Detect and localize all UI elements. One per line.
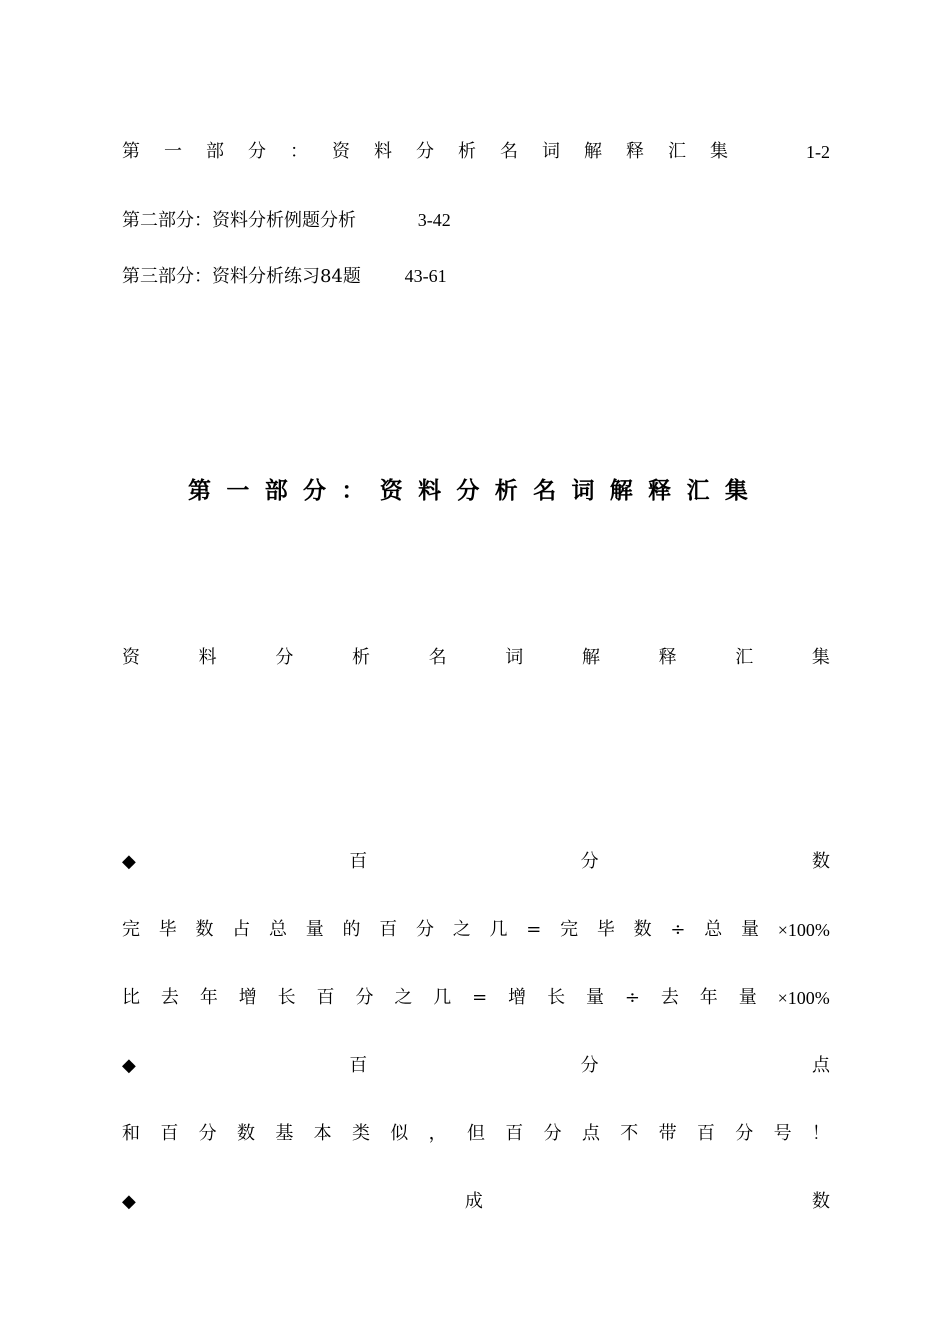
note-char: 类 [351,1123,370,1144]
section-title-char: 汇 [686,477,710,504]
heading-char: 百 [349,1055,368,1076]
heading-percentage [122,850,830,874]
subtitle-char: 词 [505,647,524,668]
formula-char: 长 [277,987,296,1008]
toc-entry-1-char: 词 [542,141,560,162]
note-char: 不 [620,1123,639,1144]
note-char: 分 [735,1123,754,1144]
heading-char: 数 [811,851,830,872]
section-title-char: 一 [226,477,250,504]
heading-percentage-point [122,1054,830,1078]
formula-char: 占 [232,919,251,940]
toc-entry-2[interactable] [122,208,830,233]
formula-share [122,918,830,942]
note-char: 似 [390,1123,409,1144]
subtitle-char: 名 [428,647,447,668]
toc-entry-1-char: ： [290,141,308,162]
note-char: 数 [236,1123,255,1144]
formula-char: 完 [122,919,140,940]
toc-entry-1-char: 料 [374,141,392,162]
note-char: 基 [275,1123,294,1144]
formula-char: 年 [699,987,718,1008]
heading-char: 分 [580,1055,599,1076]
diamond-bullet-icon: ◆ [122,1055,136,1076]
formula-char: 去 [160,987,179,1008]
formula-char: 完 [560,919,579,940]
formula-char: 分 [355,987,374,1008]
formula-char: 之 [394,987,413,1008]
section-title-char: 分 [456,477,480,504]
formula-char: 年 [199,987,218,1008]
subtitle-char: 集 [811,647,830,668]
toc-entry-1-char: 一 [164,141,182,162]
note-char: 和 [122,1123,140,1144]
formula-char: 分 [416,919,434,940]
section-title-char: 第 [188,477,211,504]
formula-growth [122,986,830,1010]
formula-char: 去 [660,987,679,1008]
note-char: ， [428,1123,447,1144]
note-char: 带 [658,1123,677,1144]
diamond-bullet-icon: ◆ [122,851,136,872]
subtitle-char: 解 [581,647,600,668]
heading-char: 点 [811,1055,830,1076]
section-title-char: 资 [379,477,403,504]
heading-char: 成 [464,1191,483,1212]
note-char: 但 [466,1123,485,1144]
formula-suffix: ×100% [777,988,830,1008]
heading-tenths [122,1190,830,1214]
toc-entry-1-char: 第 [122,141,140,162]
subtitle-char: 汇 [735,647,754,668]
formula-char: 量 [738,987,757,1008]
heading-char: 分 [580,851,599,872]
formula-char: 总 [269,919,287,940]
toc-entry-1[interactable] [122,140,830,164]
formula-char: 数 [195,919,214,940]
toc-entry-3-pages: 43-61 [404,266,447,286]
diamond-bullet-icon: ◆ [122,1191,136,1212]
section-title [188,476,748,506]
formula-char: 长 [547,987,566,1008]
section-title-char: 料 [418,477,442,504]
toc-entry-2-pages: 3-42 [417,210,451,230]
formula-char: 比 [122,987,140,1008]
section-title-char: 名 [533,477,557,504]
section-title-char: 部 [264,477,288,504]
toc-entry-1-char: 释 [626,141,644,162]
formula-suffix: ×100% [777,920,830,940]
formula-char: 量 [585,987,604,1008]
note-char: 百 [696,1123,715,1144]
toc-entry-1-char: 名 [500,141,518,162]
section-title-char: 分 [303,477,327,504]
toc-entry-1-char: 集 [710,141,728,162]
formula-char: ÷ [624,987,640,1008]
toc-entry-1-char: 部 [206,141,224,162]
formula-char: 毕 [158,919,177,940]
formula-char: 数 [633,919,652,940]
note-char: 点 [581,1123,600,1144]
note-char: 百 [505,1123,524,1144]
toc-entry-1-char: 析 [458,141,476,162]
formula-char: 量 [740,919,759,940]
heading-char: 数 [812,1191,830,1212]
formula-char: 增 [508,987,527,1008]
toc-entry-3-label: 第三部分：资料分析练习84题 [122,266,361,287]
toc-entry-2-label: 第二部分：资料分析例题分析 [122,210,356,231]
section-title-char: 解 [609,477,633,504]
toc-entry-1-char: 分 [416,141,434,162]
formula-char: 毕 [596,919,615,940]
toc-entry-1-char: 分 [248,141,266,162]
subtitle-char: 析 [351,647,370,668]
section-title-char: 词 [571,477,595,504]
toc-entry-1-char: 解 [584,141,602,162]
formula-char: 的 [342,919,361,940]
note-percentage-point [122,1122,830,1146]
formula-char: 百 [316,987,335,1008]
formula-char: 几 [433,987,452,1008]
section-title-char: 集 [724,477,748,504]
formula-char: = [472,987,488,1008]
note-char: 号 [773,1123,792,1144]
heading-char: 百 [349,851,368,872]
formula-char: 总 [704,919,723,940]
formula-char: 几 [489,919,508,940]
toc-entry-1-char: 汇 [668,141,686,162]
note-char: 分 [543,1123,562,1144]
subtitle-char: 料 [198,647,217,668]
toc-entry-1-gap [752,140,782,164]
note-char: ！ [811,1123,830,1144]
section-title-char: ： [341,477,365,504]
formula-char: 百 [379,919,398,940]
toc-entry-3[interactable] [122,264,830,289]
note-char: 分 [198,1123,217,1144]
note-char: 本 [313,1123,332,1144]
formula-char: 增 [238,987,257,1008]
formula-char: 量 [305,919,324,940]
formula-char: ÷ [670,919,686,940]
toc-entry-1-pages: 1-2 [806,142,830,162]
subtitle-char: 资 [122,647,140,668]
formula-char: 之 [452,919,471,940]
subtitle-char: 释 [658,647,677,668]
section-title-char: 释 [648,477,672,504]
note-char: 百 [160,1123,179,1144]
subtitle-char: 分 [275,647,294,668]
toc-entry-1-char: 资 [332,141,350,162]
section-title-char: 析 [494,477,518,504]
subtitle [122,646,830,670]
formula-char: = [526,919,542,940]
